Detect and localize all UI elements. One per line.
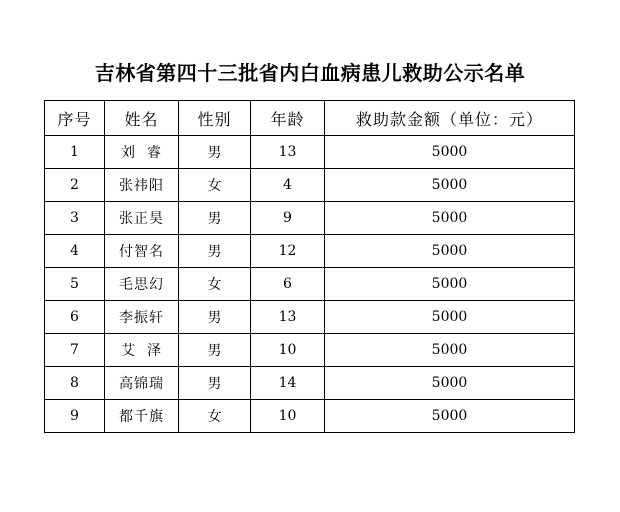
- cell-name: 高锦瑞: [105, 367, 179, 400]
- table-row: [45, 268, 575, 301]
- cell-gender: 男: [179, 202, 251, 235]
- table-row: [45, 301, 575, 334]
- cell-serial-number: 6: [45, 301, 105, 334]
- header-serial-number: 序号: [45, 101, 105, 136]
- cell-amount: 5000: [325, 301, 575, 334]
- header-name: 姓名: [105, 101, 179, 136]
- cell-name: 毛思幻: [105, 268, 179, 301]
- cell-age: 13: [251, 301, 325, 334]
- cell-amount: 5000: [325, 334, 575, 367]
- header-relief-amount: 救助款金额（单位：元）: [325, 101, 575, 136]
- cell-age: 14: [251, 367, 325, 400]
- cell-amount: 5000: [325, 136, 575, 169]
- cell-age: 10: [251, 334, 325, 367]
- cell-age: 4: [251, 169, 325, 202]
- cell-gender: 女: [179, 169, 251, 202]
- cell-age: 10: [251, 400, 325, 433]
- table-row: [45, 169, 575, 202]
- cell-serial-number: 3: [45, 202, 105, 235]
- table-row: [45, 136, 575, 169]
- cell-age: 12: [251, 235, 325, 268]
- cell-name: 艾 泽: [105, 334, 179, 367]
- page-title: 吉林省第四十三批省内白血病患儿救助公示名单: [94, 61, 526, 85]
- table-row: [45, 367, 575, 400]
- cell-gender: 男: [179, 367, 251, 400]
- cell-name: 李振轩: [105, 301, 179, 334]
- cell-name: 刘 睿: [105, 136, 179, 169]
- cell-name: 都千旗: [105, 400, 179, 433]
- cell-age: 6: [251, 268, 325, 301]
- cell-gender: 男: [179, 334, 251, 367]
- cell-amount: 5000: [325, 367, 575, 400]
- table-row: [45, 235, 575, 268]
- header-gender: 性别: [179, 101, 251, 136]
- cell-serial-number: 8: [45, 367, 105, 400]
- table-row: [45, 400, 575, 433]
- cell-age: 9: [251, 202, 325, 235]
- table-row: [45, 202, 575, 235]
- cell-gender: 女: [179, 268, 251, 301]
- table-row: [45, 334, 575, 367]
- cell-serial-number: 1: [45, 136, 105, 169]
- cell-serial-number: 2: [45, 169, 105, 202]
- cell-amount: 5000: [325, 268, 575, 301]
- cell-gender: 男: [179, 301, 251, 334]
- table-header-row: [45, 101, 575, 136]
- header-age: 年龄: [251, 101, 325, 136]
- cell-amount: 5000: [325, 400, 575, 433]
- cell-serial-number: 7: [45, 334, 105, 367]
- cell-name: 张祎阳: [105, 169, 179, 202]
- cell-amount: 5000: [325, 169, 575, 202]
- cell-amount: 5000: [325, 235, 575, 268]
- relief-list-table: [44, 100, 575, 433]
- cell-age: 13: [251, 136, 325, 169]
- cell-name: 付智名: [105, 235, 179, 268]
- cell-name: 张正昊: [105, 202, 179, 235]
- cell-gender: 女: [179, 400, 251, 433]
- cell-serial-number: 9: [45, 400, 105, 433]
- cell-serial-number: 4: [45, 235, 105, 268]
- cell-serial-number: 5: [45, 268, 105, 301]
- cell-gender: 男: [179, 136, 251, 169]
- cell-gender: 男: [179, 235, 251, 268]
- cell-amount: 5000: [325, 202, 575, 235]
